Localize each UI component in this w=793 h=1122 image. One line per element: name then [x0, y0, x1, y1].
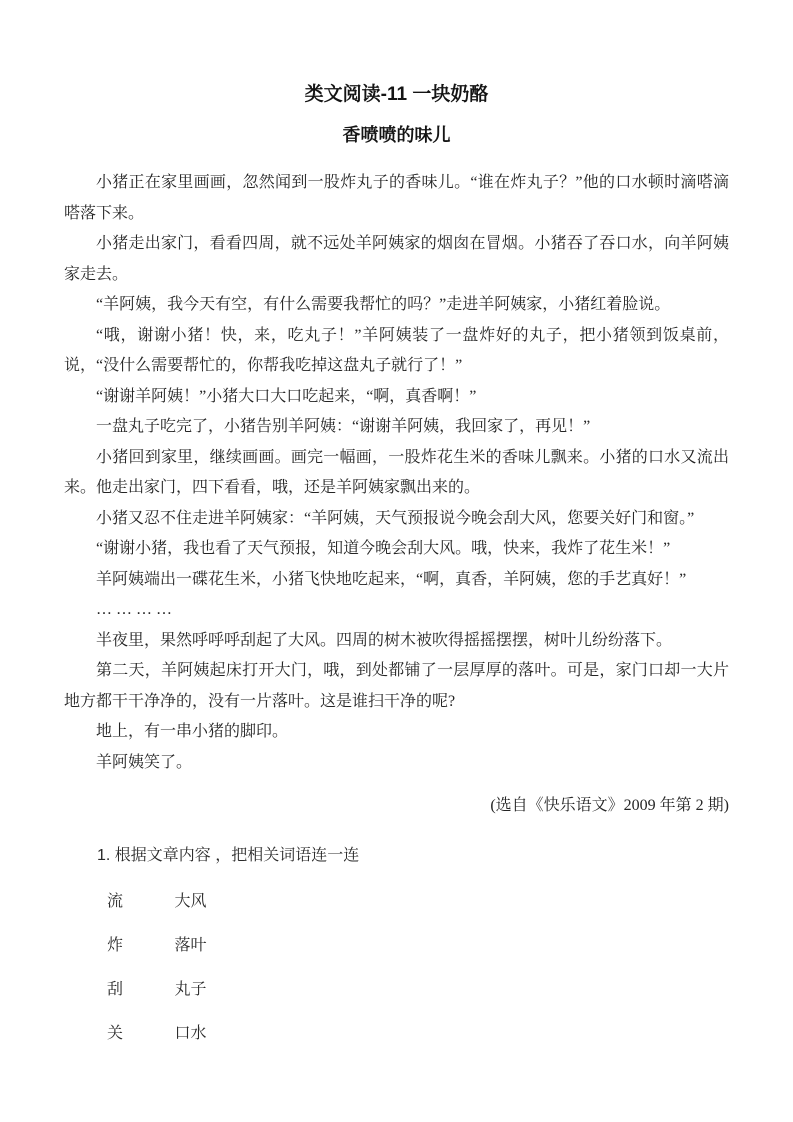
match-left-word: 关: [107, 1025, 124, 1042]
story-paragraph: 小猪正在家里画画，忽然闻到一股炸丸子的香味儿。“谁在炸丸子？”他的口水顿时滴嗒滴嗒落下来。: [64, 174, 729, 222]
match-exercise: [107, 894, 729, 1042]
story-paragraph: “谢谢羊阿姨！”小猪大口大口吃起来，“啊，真香啊！”: [96, 387, 477, 405]
match-left-word: 流: [107, 893, 124, 910]
match-right-word: 丸子: [174, 981, 207, 998]
match-row: [107, 894, 729, 910]
story-paragraph: … … … …: [96, 601, 172, 618]
match-left-word: 刮: [107, 981, 124, 998]
question-1-label: 1. 根据文章内容 ，把相关词语连一连: [97, 847, 360, 864]
match-row: [107, 938, 729, 954]
story-paragraph: 第二天，羊阿姨起床打开大门，哦，到处都铺了一层厚厚的落叶。可是，家门口却一大片地方都干干净净的，没有一片落叶。这是谁扫干净的呢?: [64, 662, 729, 710]
match-right-word: 口水: [174, 1025, 207, 1042]
story-paragraph: 地上，有一串小猪的脚印。: [96, 723, 289, 740]
story-body: [64, 168, 729, 778]
story-title: 香喷喷的味儿: [342, 125, 451, 145]
document-title: 类文阅读-11 一块奶酪: [304, 84, 489, 105]
match-row: [107, 982, 729, 998]
story-paragraph: “羊阿姨，我今天有空，有什么需要我帮忙的吗？”走进羊阿姨家，小猪红着脸说。: [96, 296, 671, 313]
story-paragraph: “哦，谢谢小猪！快，来，吃丸子！”羊阿姨装了一盘炸好的丸子，把小猪领到饭桌前，说，“没什么需要帮忙的，你帮我吃掉这盘丸子就行了！”: [64, 326, 729, 374]
story-paragraph: “谢谢小猪，我也看了天气预报，知道今晚会刮大风。哦，快来，我炸了花生米！”: [96, 540, 671, 557]
story-paragraph: 羊阿姨笑了。: [96, 753, 193, 771]
match-right-word: 大风: [174, 893, 207, 910]
story-paragraph: 羊阿姨端出一碟花生米，小猪飞快地吃起来，“啊，真香，羊阿姨，您的手艺真好！”: [96, 570, 687, 588]
match-row: [107, 1026, 729, 1042]
match-left-word: 炸: [107, 937, 124, 954]
story-paragraph: 小猪回到家里，继续画画。画完一幅画，一股炸花生米的香味儿飘来。小猪的口水又流出来。他走出家门，四下看看，哦，还是羊阿姨家飘出来的。: [64, 448, 729, 496]
story-paragraph: 半夜里，果然呼呼呼刮起了大风。四周的树木被吹得摇摇摆摆，树叶儿纷纷落下。: [96, 631, 673, 649]
story-paragraph: 小猪走出家门，看看四周，就不远处羊阿姨家的烟囱在冒烟。小猪吞了吞口水，向羊阿姨家走去。: [64, 235, 729, 283]
story-paragraph: 一盘丸子吃完了，小猪告别羊阿姨：“谢谢羊阿姨，我回家了，再见！”: [96, 418, 591, 435]
match-right-word: 落叶: [174, 937, 207, 954]
source-note: (选自《快乐语文》2009 年第 2 期): [490, 797, 729, 814]
story-paragraph: 小猪又忍不住走进羊阿姨家：“羊阿姨，天气预报说今晚会刮大风，您要关好门和窗。”: [96, 509, 695, 527]
